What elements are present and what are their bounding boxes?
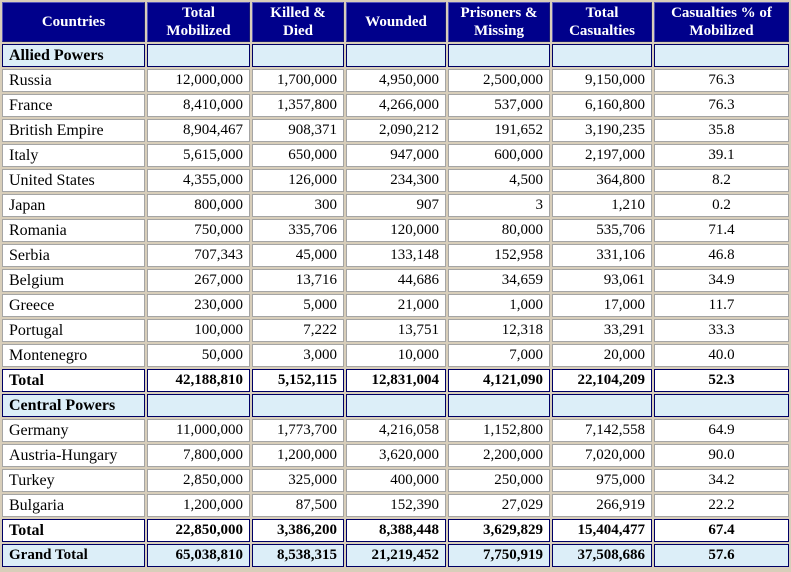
value-cell: 87,500 — [252, 494, 344, 517]
value-cell: 2,500,000 — [448, 69, 550, 92]
total-row — [2, 519, 789, 542]
country-cell: Turkey — [2, 469, 145, 492]
value-cell: 4,266,000 — [346, 94, 446, 117]
value-cell: 27,029 — [448, 494, 550, 517]
data-row — [2, 244, 789, 267]
value-cell: 600,000 — [448, 144, 550, 167]
value-cell: 0.2 — [654, 194, 789, 217]
value-cell: 250,000 — [448, 469, 550, 492]
data-row — [2, 494, 789, 517]
value-cell: 100,000 — [147, 319, 250, 342]
value-cell: 1,700,000 — [252, 69, 344, 92]
column-header: Total Casualties — [552, 2, 652, 42]
value-cell: 10,000 — [346, 344, 446, 367]
country-cell: Total — [2, 519, 145, 542]
value-cell: 8,904,467 — [147, 119, 250, 142]
country-cell: France — [2, 94, 145, 117]
value-cell: 2,850,000 — [147, 469, 250, 492]
value-cell — [346, 394, 446, 417]
value-cell: 6,160,800 — [552, 94, 652, 117]
value-cell: 1,210 — [552, 194, 652, 217]
value-cell — [654, 44, 789, 67]
data-row — [2, 269, 789, 292]
data-row — [2, 319, 789, 342]
value-cell: 1,773,700 — [252, 419, 344, 442]
value-cell: 7,020,000 — [552, 444, 652, 467]
value-cell: 13,751 — [346, 319, 446, 342]
data-row — [2, 294, 789, 317]
value-cell: 1,357,800 — [252, 94, 344, 117]
value-cell: 3 — [448, 194, 550, 217]
value-cell: 126,000 — [252, 169, 344, 192]
value-cell: 4,121,090 — [448, 369, 550, 392]
value-cell: 20,000 — [552, 344, 652, 367]
column-header: Killed & Died — [252, 2, 344, 42]
data-row — [2, 94, 789, 117]
value-cell: 45,000 — [252, 244, 344, 267]
value-cell: 42,188,810 — [147, 369, 250, 392]
value-cell: 191,652 — [448, 119, 550, 142]
data-row — [2, 119, 789, 142]
value-cell: 57.6 — [654, 544, 789, 567]
data-row — [2, 444, 789, 467]
value-cell: 7,000 — [448, 344, 550, 367]
value-cell — [147, 394, 250, 417]
value-cell: 8,388,448 — [346, 519, 446, 542]
country-cell: Germany — [2, 419, 145, 442]
value-cell: 93,061 — [552, 269, 652, 292]
value-cell: 4,216,058 — [346, 419, 446, 442]
value-cell: 800,000 — [147, 194, 250, 217]
table-header — [2, 2, 789, 42]
value-cell: 7,142,558 — [552, 419, 652, 442]
value-cell: 3,629,829 — [448, 519, 550, 542]
value-cell: 21,000 — [346, 294, 446, 317]
country-cell: Serbia — [2, 244, 145, 267]
value-cell: 65,038,810 — [147, 544, 250, 567]
value-cell: 40.0 — [654, 344, 789, 367]
value-cell — [654, 394, 789, 417]
value-cell: 907 — [346, 194, 446, 217]
value-cell: 44,686 — [346, 269, 446, 292]
value-cell: 34,659 — [448, 269, 550, 292]
value-cell: 230,000 — [147, 294, 250, 317]
value-cell — [448, 394, 550, 417]
value-cell — [252, 394, 344, 417]
value-cell: 3,620,000 — [346, 444, 446, 467]
value-cell: 21,219,452 — [346, 544, 446, 567]
value-cell: 5,000 — [252, 294, 344, 317]
value-cell: 34.2 — [654, 469, 789, 492]
value-cell: 2,090,212 — [346, 119, 446, 142]
value-cell: 2,197,000 — [552, 144, 652, 167]
value-cell: 267,000 — [147, 269, 250, 292]
value-cell: 76.3 — [654, 94, 789, 117]
value-cell: 12,318 — [448, 319, 550, 342]
value-cell: 331,106 — [552, 244, 652, 267]
value-cell — [552, 44, 652, 67]
value-cell: 64.9 — [654, 419, 789, 442]
value-cell: 4,355,000 — [147, 169, 250, 192]
value-cell: 13,716 — [252, 269, 344, 292]
value-cell: 22,104,209 — [552, 369, 652, 392]
data-row — [2, 344, 789, 367]
value-cell: 4,950,000 — [346, 69, 446, 92]
value-cell: 80,000 — [448, 219, 550, 242]
value-cell: 120,000 — [346, 219, 446, 242]
value-cell — [147, 44, 250, 67]
country-cell: Total — [2, 369, 145, 392]
value-cell: 152,390 — [346, 494, 446, 517]
value-cell: 15,404,477 — [552, 519, 652, 542]
value-cell: 364,800 — [552, 169, 652, 192]
value-cell: 5,615,000 — [147, 144, 250, 167]
value-cell: 71.4 — [654, 219, 789, 242]
value-cell: 33,291 — [552, 319, 652, 342]
grand-row — [2, 544, 789, 567]
value-cell: 1,200,000 — [147, 494, 250, 517]
value-cell: 133,148 — [346, 244, 446, 267]
value-cell: 3,190,235 — [552, 119, 652, 142]
section-label-cell: Allied Powers — [2, 44, 145, 67]
column-header: Countries — [2, 2, 145, 42]
value-cell: 67.4 — [654, 519, 789, 542]
value-cell: 300 — [252, 194, 344, 217]
value-cell: 76.3 — [654, 69, 789, 92]
value-cell: 1,200,000 — [252, 444, 344, 467]
value-cell: 1,152,800 — [448, 419, 550, 442]
value-cell: 12,000,000 — [147, 69, 250, 92]
data-row — [2, 144, 789, 167]
section-row — [2, 44, 789, 67]
value-cell: 2,200,000 — [448, 444, 550, 467]
value-cell: 8,538,315 — [252, 544, 344, 567]
country-cell: Montenegro — [2, 344, 145, 367]
country-cell: Belgium — [2, 269, 145, 292]
value-cell — [448, 44, 550, 67]
column-header: Total Mobilized — [147, 2, 250, 42]
value-cell: 11.7 — [654, 294, 789, 317]
value-cell: 8.2 — [654, 169, 789, 192]
value-cell: 152,958 — [448, 244, 550, 267]
column-header: Casualties % of Mobilized — [654, 2, 789, 42]
value-cell — [346, 44, 446, 67]
value-cell: 975,000 — [552, 469, 652, 492]
column-header: Wounded — [346, 2, 446, 42]
country-cell: Bulgaria — [2, 494, 145, 517]
total-row — [2, 369, 789, 392]
value-cell: 535,706 — [552, 219, 652, 242]
country-cell: Grand Total — [2, 544, 145, 567]
value-cell: 7,800,000 — [147, 444, 250, 467]
value-cell: 5,152,115 — [252, 369, 344, 392]
data-row — [2, 469, 789, 492]
value-cell: 400,000 — [346, 469, 446, 492]
section-row — [2, 394, 789, 417]
value-cell: 52.3 — [654, 369, 789, 392]
value-cell: 33.3 — [654, 319, 789, 342]
section-label-cell: Central Powers — [2, 394, 145, 417]
country-cell: Romania — [2, 219, 145, 242]
value-cell: 707,343 — [147, 244, 250, 267]
data-row — [2, 194, 789, 217]
value-cell: 17,000 — [552, 294, 652, 317]
value-cell: 22,850,000 — [147, 519, 250, 542]
value-cell: 750,000 — [147, 219, 250, 242]
country-cell: British Empire — [2, 119, 145, 142]
value-cell: 8,410,000 — [147, 94, 250, 117]
value-cell: 266,919 — [552, 494, 652, 517]
value-cell: 7,750,919 — [448, 544, 550, 567]
value-cell: 46.8 — [654, 244, 789, 267]
value-cell: 37,508,686 — [552, 544, 652, 567]
value-cell: 3,000 — [252, 344, 344, 367]
data-row — [2, 419, 789, 442]
value-cell: 1,000 — [448, 294, 550, 317]
column-header: Prisoners & Missing — [448, 2, 550, 42]
value-cell: 4,500 — [448, 169, 550, 192]
country-cell: United States — [2, 169, 145, 192]
country-cell: Italy — [2, 144, 145, 167]
value-cell: 90.0 — [654, 444, 789, 467]
value-cell: 325,000 — [252, 469, 344, 492]
value-cell: 50,000 — [147, 344, 250, 367]
value-cell: 12,831,004 — [346, 369, 446, 392]
value-cell: 650,000 — [252, 144, 344, 167]
country-cell: Austria-Hungary — [2, 444, 145, 467]
value-cell: 34.9 — [654, 269, 789, 292]
value-cell: 7,222 — [252, 319, 344, 342]
value-cell: 22.2 — [654, 494, 789, 517]
value-cell: 11,000,000 — [147, 419, 250, 442]
value-cell: 234,300 — [346, 169, 446, 192]
value-cell: 335,706 — [252, 219, 344, 242]
country-cell: Greece — [2, 294, 145, 317]
country-cell: Portugal — [2, 319, 145, 342]
country-cell: Russia — [2, 69, 145, 92]
value-cell: 3,386,200 — [252, 519, 344, 542]
value-cell: 35.8 — [654, 119, 789, 142]
data-row — [2, 69, 789, 92]
value-cell: 9,150,000 — [552, 69, 652, 92]
value-cell — [552, 394, 652, 417]
header-row — [2, 2, 789, 42]
value-cell — [252, 44, 344, 67]
data-row — [2, 169, 789, 192]
data-row — [2, 219, 789, 242]
country-cell: Japan — [2, 194, 145, 217]
table-body — [2, 44, 789, 567]
value-cell: 908,371 — [252, 119, 344, 142]
value-cell: 39.1 — [654, 144, 789, 167]
value-cell: 947,000 — [346, 144, 446, 167]
value-cell: 537,000 — [448, 94, 550, 117]
